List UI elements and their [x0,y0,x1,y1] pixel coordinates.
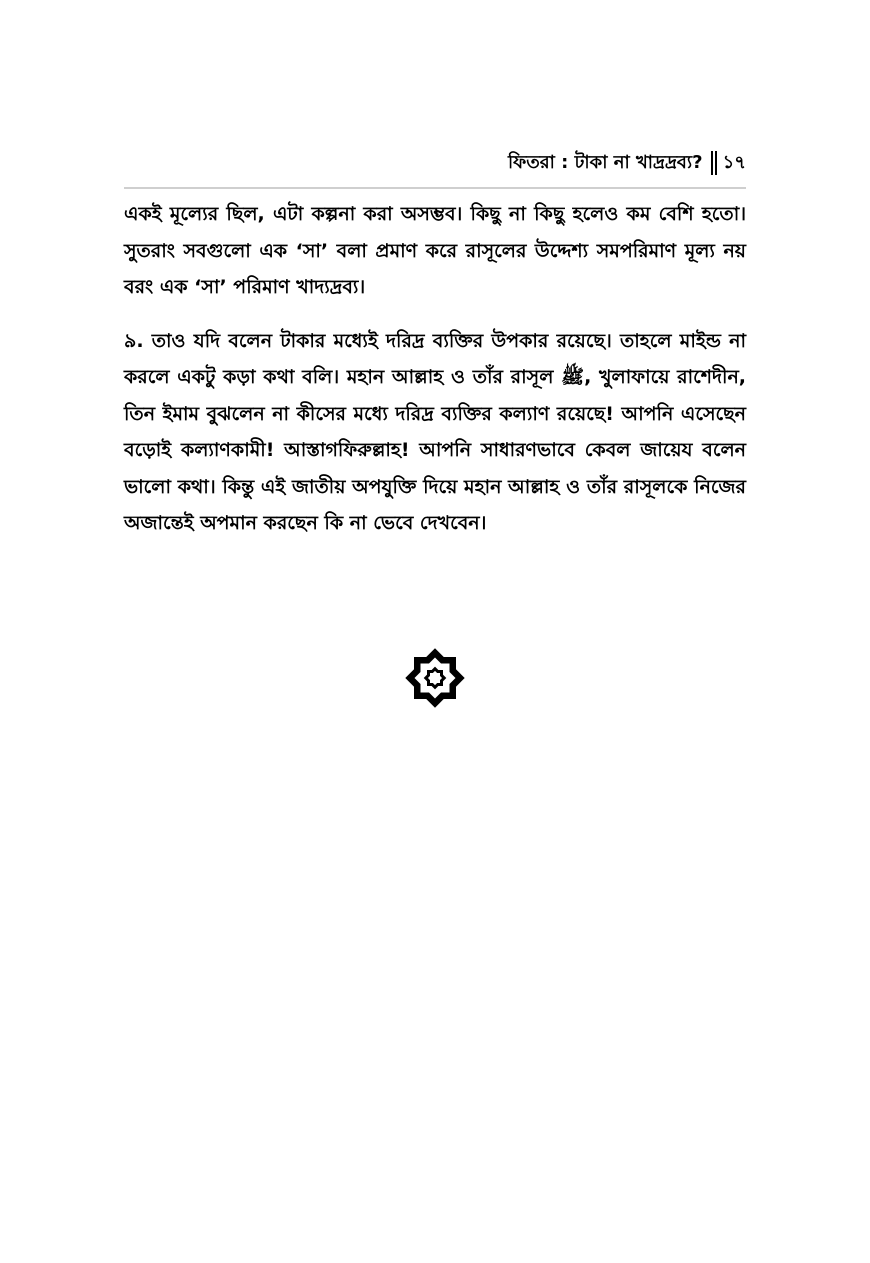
body-text [124,196,746,542]
running-title: ফিতরা : টাকা না খাদ্রদ্রব্য? [507,151,703,173]
header-rule [124,187,746,189]
header-double-bar-separator [711,151,717,175]
paragraph-2: ৯. তাও যদি বলেন টাকার মধ্যেই দরিদ্র ব্যক্তির উপকার রয়েছে। তাহলে মাইন্ড না করলে একটু কড়া কথা বলি। মহান আল্লাহ ও তাঁর রাসূল ﷺ, খুলাফায়ে রাশেদীন, তিন ইমাম বুঝলেন না কীসের মধ্যে দরিদ্র ব্যক্তির কল্যাণ রয়েছে! আপনি এসেছেন বড়োই কল্যাণকামী! আস্তাগফিরুল্লাহ! আপনি সাধারণভাবে কেবল জায়েয বলেন ভালো কথা। কিন্তু এই জাতীয় অপযুক্তি দিয়ে মহান আল্লাহ ও তাঁর রাসূলকে নিজের অজান্তেই অপমান করছেন কি না ভেবে দেখবেন। [124,329,746,534]
page-number: ১৭ [722,151,746,173]
running-header [124,145,746,181]
eight-point-star-ornament-icon [403,646,467,710]
paragraph-1: একই মূল্যের ছিল, এটা কল্পনা করা অসম্ভব। কিছু না কিছু হলেও কম বেশি হতো। সুতরাং সবগুলো এক ‘সা’ বলা প্রমাণ করে রাসূলের উদ্দেশ্য সমপরিমাণ মূল্য নয় বরং এক ‘সা’ পরিমাণ খাদ্যদ্রব্য। [124,203,746,298]
